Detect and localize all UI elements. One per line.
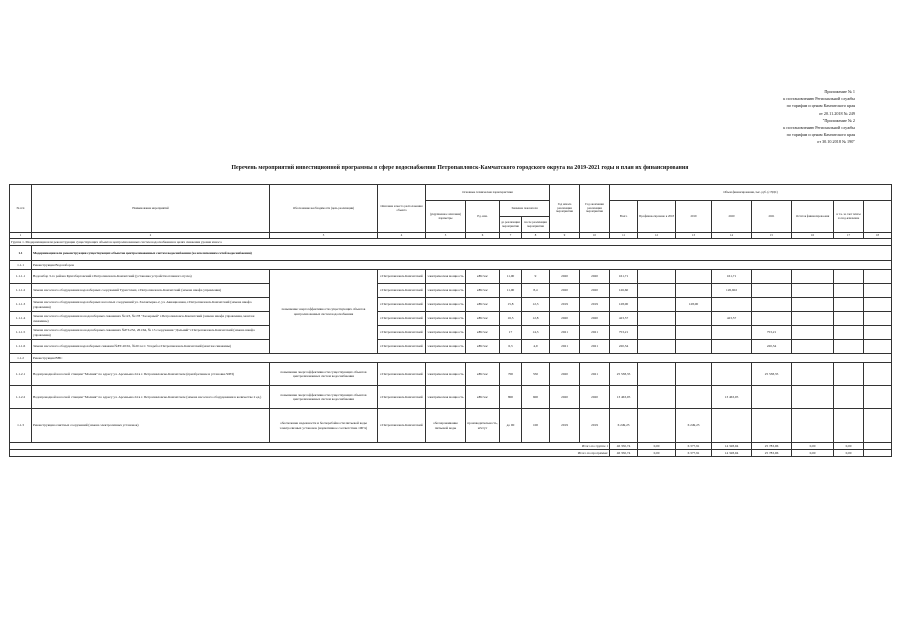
header-line: от 20.11.2018 № 249 [819,110,855,116]
header-line: Приложение № 1 [824,89,855,94]
row-remaining [792,298,834,312]
col-year-start: Год начала реализации мероприятия [550,185,580,233]
table-row [10,340,892,354]
table-row [10,298,892,312]
row-incl [834,340,864,354]
row-remaining [792,386,834,409]
row-spent [638,298,676,312]
row-num: 1.1.2.1 [10,363,32,386]
subsection-num: 1.1.2 [10,354,32,363]
row-num: 1.1.1.2 [10,284,32,298]
col-value: Значение показателя [500,201,550,217]
row-num: 1.1.1.3 [10,298,32,312]
subsection-title: Реконструкция ВНС [32,354,892,363]
col-number: 7 [500,233,522,239]
row-before: 800 [500,386,522,409]
col-number: 16 [792,233,834,239]
row-start: 2020 [550,363,580,386]
col-tech-name: (укрупненное описание) параметры [426,201,466,233]
row-2021: 25 538,35 [752,363,792,386]
row-end: 2020 [580,284,610,298]
col-year-end: Год окончания реализации мероприятия [580,185,610,233]
row-spent [638,284,676,298]
row-name: Замена насосного оборудования на водозаборных скважинах №123, №178 "Заозерный" г.Петропавловск-Камчатский (замена шкафа управления, монтаж скважины) [32,312,270,326]
row-end: 2021 [580,363,610,386]
row-need: повышение энергоэффективности существующих объектов централизованных систем водоснабжения [270,270,378,354]
row-2020: 161,71 [712,270,752,284]
col-name: Наименование мероприятий [32,185,270,233]
row-empty [864,363,892,386]
row-name: Водопроводной насосной станции "Молния" по адресу ул. Арсеньева 24 в г. Петропавловске-Камчатском (приобретение и установка ЧРП) [32,363,270,386]
row-unit: кВт/час [466,340,500,354]
total-2019: 6 377,91 [676,443,712,450]
row-name: Водопроводной насосной станции "Молния" по адресу ул. Арсеньева 24 в г. Петропавловске-Камчатском (замена насосного оборудования в количестве 2 ед.) [32,386,270,409]
row-incl [834,298,864,312]
row-end: 2019 [580,298,610,312]
row-total: 423,57 [610,312,638,326]
row-place: г.Петропавловск-Камчатский [378,312,426,326]
row-end: 2019 [580,409,610,443]
row-param: электрическая мощность [426,284,466,298]
row-empty [864,312,892,326]
row-2020 [712,298,752,312]
row-start: 2019 [550,298,580,312]
row-2021 [752,284,792,298]
row-num: 1.1.1.1 [10,270,32,284]
col-after: после реализации мероприятия [522,217,550,233]
row-before: 700 [500,363,522,386]
row-incl [834,312,864,326]
row-spent [638,270,676,284]
header-line: по тарифам и ценам Камчатского края [786,103,855,109]
row-end: 2021 [580,340,610,354]
table-row [10,409,892,443]
row-param: электрическая мощность [426,312,466,326]
row-spent [638,386,676,409]
row-total: 126,60 [610,284,638,298]
total-2020: 14 328,94 [712,450,752,457]
row-unit: кВт/час [466,270,500,284]
row-num: 1.1.3 [10,409,32,443]
subsection-num: 1.1.1 [10,261,32,270]
total-row [10,443,892,450]
row-end: 2021 [580,326,610,340]
row-incl [834,386,864,409]
total-2019: 6 377,91 [676,450,712,457]
row-before: 11,00 [500,270,522,284]
row-name: Замена насосного оборудования водозаборных скважин №ET-20/61, №20 п.г.т. Усадьба г.Петропавловск-Камчатский (монтаж скважины) [32,340,270,354]
row-empty [864,298,892,312]
row-name: Замена насосного оборудования водозаборных насосных сооружений ул. Халактырка-2, ул. Авиационная, г.Петропавловск-Камчатский (замена шкафа управления) [32,298,270,312]
col-remaining: Остаток финансирова-ния [792,201,834,233]
row-num: 1.1.2.2 [10,386,32,409]
row-param: электрическая мощность [426,270,466,284]
col-2020: 2020 [712,201,752,233]
row-place: г.Петропавловск-Камчатский [378,326,426,340]
col-number: 13 [676,233,712,239]
row-2019: 128,00 [676,298,712,312]
row-place: г.Петропавловск-Камчатский [378,386,426,409]
row-start: 2021 [550,340,580,354]
row-name: Замена насосного оборудования на водозаборных скважинах №ET-232, 261/64, № 13 сооружения "Дальний" г.Петропавловск-Камчатский (замена шкафа управления) [32,326,270,340]
row-2019 [676,340,712,354]
row-empty [864,386,892,409]
row-empty [864,340,892,354]
row-unit: производительность, м3/сут [466,409,500,443]
row-num: 1.1.1.4 [10,312,32,326]
row-after: 550 [522,363,550,386]
header-line: к постановлению Региональной службы [783,125,855,131]
row-after: 8,4 [522,284,550,298]
row-incl [834,326,864,340]
row-need: повышение энергоэффективности существующих объектов централизованных систем водоснабжения [270,363,378,386]
row-place: г.Петропавловск-Камчатский [378,270,426,284]
col-number: 17 [834,233,864,239]
row-start: 2020 [550,284,580,298]
row-remaining [792,326,834,340]
total-empty [864,443,892,450]
col-tech: Основные технические характеристики [426,185,550,201]
row-num: 1.1.1.5 [10,326,32,340]
table-row [10,284,892,298]
row-remaining [792,312,834,326]
row-place: г.Петропавловск-Камчатский [378,298,426,312]
row-empty [864,270,892,284]
row-before: до 90 [500,409,522,443]
col-number: 8 [522,233,550,239]
row-total: 6 249,23 [610,409,638,443]
row-unit: кВт/час [466,298,500,312]
row-name: Замена насосного оборудования водозаборных сооружений Туристских, г.Петропавловск-Камчатский (замена шкафа управления) [32,284,270,298]
row-total: 220,34 [610,340,638,354]
col-number: 18 [864,233,892,239]
row-remaining [792,340,834,354]
row-after: 9 [522,270,550,284]
row-start: 2020 [550,312,580,326]
row-unit: кВт/час [466,386,500,409]
row-2020: 13 463,05 [712,386,752,409]
row-2021 [752,270,792,284]
row-2019 [676,312,712,326]
row-after: 14,3 [522,326,550,340]
row-param: электрическая мощность [426,363,466,386]
total-2021: 25 783,96 [752,450,792,457]
subsection-row [10,261,892,270]
group-row [10,239,892,246]
col-total: Всего [610,201,638,233]
group-title: Группа 1. Модернизация или реконструкция существующих объектов централизованных систем водоснабжения в целях снижения уровня износа [10,239,892,246]
row-2020: 423,57 [712,312,752,326]
row-2019 [676,326,712,340]
total-spent: 0,00 [638,450,676,457]
row-param: электрическая мощность [426,386,466,409]
row-2020 [712,326,752,340]
investment-table [9,184,892,457]
row-total: 161,71 [610,270,638,284]
row-empty [864,284,892,298]
total-empty [864,450,892,457]
table-row [10,312,892,326]
table-row [10,326,892,340]
total-2021: 25 783,96 [752,443,792,450]
row-end: 2020 [580,386,610,409]
row-2019: 6 249,23 [676,409,712,443]
row-name: Водозабор 3-го района Кунгаберговский г.Петропавловск-Камчатский (установка устройства плавного пуска) [32,270,270,284]
col-unit: Ед. изм. [466,201,500,233]
col-number: 15 [752,233,792,239]
row-spent [638,326,676,340]
subsection-title: Реконструкция Водозаборов [32,261,892,270]
row-place: г.Петропавловск-Камчатский [378,284,426,298]
col-number: 1 [10,233,32,239]
total-sum: 46 350,74 [610,443,638,450]
row-empty [864,326,892,340]
row-param: электрическая мощность [426,298,466,312]
row-after: 4,9 [522,340,550,354]
total-2020: 14 328,94 [712,443,752,450]
row-after: 100 [522,409,550,443]
col-empty [864,201,892,233]
row-spent [638,409,676,443]
total-incl: 0,00 [834,450,864,457]
subsection-row [10,354,892,363]
row-before: 16,5 [500,312,522,326]
total-sum: 46 350,74 [610,450,638,457]
row-after: 12,3 [522,298,550,312]
row-empty [864,409,892,443]
row-incl [834,363,864,386]
col-number: 12 [638,233,676,239]
row-need: повышение энергоэффективности существующих объектов централизованных систем водоснабжения [270,386,378,409]
row-before: 6,3 [500,340,522,354]
row-2021: 220,34 [752,340,792,354]
row-start: 2020 [550,270,580,284]
row-unit: кВт/час [466,312,500,326]
col-number: 2 [32,233,270,239]
row-2020 [712,363,752,386]
col-2021: 2021 [752,201,792,233]
row-param: обеззараживание питьевой воды [426,409,466,443]
row-remaining [792,363,834,386]
row-remaining [792,270,834,284]
total-remaining: 0,00 [792,443,834,450]
col-incl: в т.ч. за счет платы за под-ключение [834,201,864,233]
total-remaining: 0,00 [792,450,834,457]
row-2021 [752,298,792,312]
row-total: 753,21 [610,326,638,340]
row-2021 [752,386,792,409]
section-num: 1.1 [10,246,32,261]
row-unit: кВт/час [466,326,500,340]
row-2020 [712,409,752,443]
row-spent [638,340,676,354]
row-place: г.Петропавловск-Камчатский [378,363,426,386]
header-line: по тарифам и ценам Камчатского края [786,132,855,138]
row-end: 2020 [580,270,610,284]
col-need: Обоснование необходимости (цель реализации) [270,185,378,233]
row-2019 [676,270,712,284]
col-place: Описание и место расположения объекта [378,185,426,233]
row-2019 [676,363,712,386]
section-row [10,246,892,261]
total-row [10,450,892,457]
row-place: г.Петропавловск-Камчатский [378,340,426,354]
total-label: Итого по группе 1 [10,443,610,450]
row-before: 17 [500,326,522,340]
row-2019 [676,284,712,298]
col-number: 4 [378,233,426,239]
row-incl [834,284,864,298]
col-number: 6 [466,233,500,239]
col-2019: 2019 [676,201,712,233]
row-incl [834,409,864,443]
col-funding: Объем финансирования, тыс. руб. (с НДС) [610,185,892,201]
header-line: от 30.10.2018 № 190" [817,139,855,145]
col-number: 10 [580,233,610,239]
row-num: 1.1.1.6 [10,340,32,354]
row-2021 [752,312,792,326]
row-param: электрическая мощность [426,340,466,354]
col-number: 14 [712,233,752,239]
row-param: электрическая мощность [426,326,466,340]
row-before: 11,00 [500,284,522,298]
col-number: 5 [426,233,466,239]
col-number: 9 [550,233,580,239]
row-2021: 753,21 [752,326,792,340]
approval-header [625,88,855,146]
row-after: 600 [522,386,550,409]
row-total: 13 463,05 [610,386,638,409]
row-name: Реконструкция очистных сооружений (замена электролизных установок) [32,409,270,443]
section-title: Модернизация или реконструкция существующих объектов централизованных систем водоснабжения (за исключением сетей водоснабжения) [32,246,892,261]
row-remaining [792,409,834,443]
col-num: № п/п [10,185,32,233]
row-need: обеспечение надежности и бесперебойности питьевой воды электролизных установок (нормативное соответствие 100%) [270,409,378,443]
row-place: г.Петропавловск-Камчатский [378,409,426,443]
row-unit: кВт/час [466,363,500,386]
total-incl: 0,00 [834,443,864,450]
row-remaining [792,284,834,298]
table-row [10,363,892,386]
row-2020 [712,340,752,354]
document-title: Перечень мероприятий инвестиционной программы в сфере водоснабжения Петропавловск-Камчатского городского округа на 2019-2021 годы и план их финансирования [231,165,689,171]
row-total: 128,00 [610,298,638,312]
row-spent [638,363,676,386]
table-row [10,386,892,409]
col-spent: Профинан-сировано к 2018 [638,201,676,233]
row-start: 2020 [550,386,580,409]
row-before: 15,8 [500,298,522,312]
col-number: 3 [270,233,378,239]
col-number: 11 [610,233,638,239]
row-incl [834,270,864,284]
total-spent: 0,00 [638,443,676,450]
row-spent [638,312,676,326]
row-start: 2019 [550,409,580,443]
row-2019 [676,386,712,409]
row-2021 [752,409,792,443]
table-row [10,270,892,284]
row-2020: 126,602 [712,284,752,298]
header-line: к постановлению Региональной службы [783,96,855,102]
row-unit: кВт/час [466,284,500,298]
total-label: Итого по программе: [10,450,610,457]
row-end: 2020 [580,312,610,326]
row-total: 25 538,35 [610,363,638,386]
row-after: 12,8 [522,312,550,326]
col-before: до реализации мероприятия [500,217,522,233]
header-line: "Приложение № 2 [822,117,855,123]
row-start: 2021 [550,326,580,340]
